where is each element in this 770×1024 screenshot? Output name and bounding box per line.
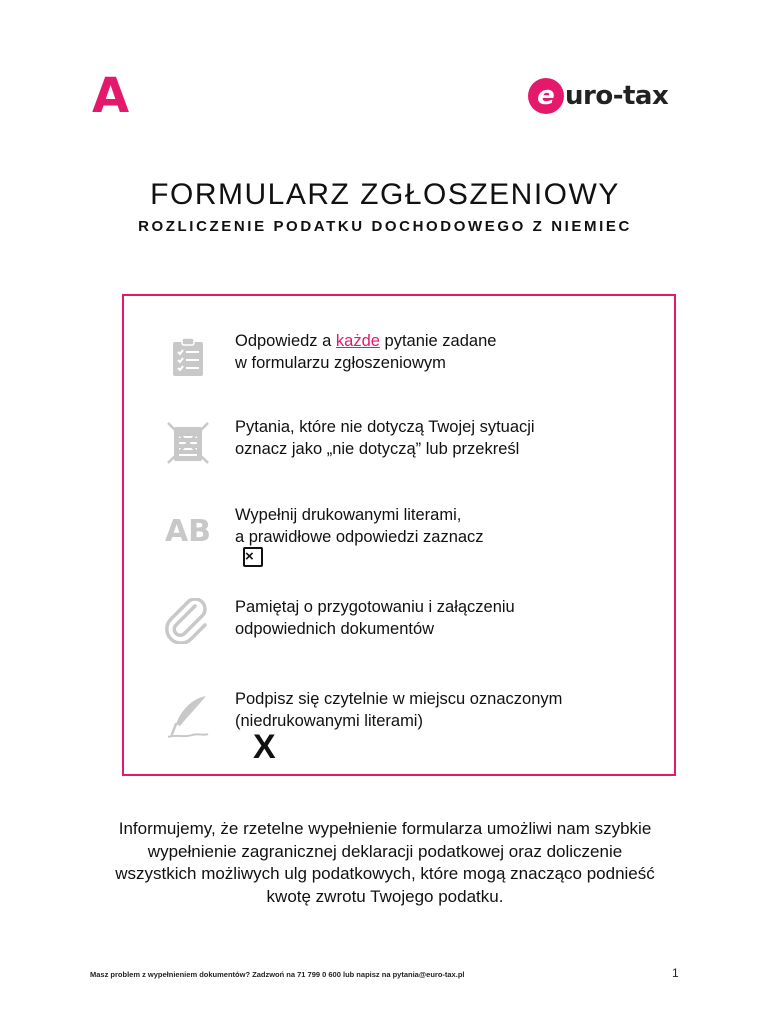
brand-text: uro-tax <box>565 81 669 111</box>
text-line: w formularzu zgłoszeniowym <box>235 354 446 372</box>
highlighted-word: każde <box>335 332 380 350</box>
instruction-text <box>235 688 563 766</box>
euro-tax-logo <box>528 76 668 116</box>
paperclip-icon <box>162 596 214 646</box>
page-subtitle: ROZLICZENIE PODATKU DOCHODOWEGO Z NIEMIEC <box>138 218 632 235</box>
text-line: Pamiętaj o przygotowaniu i załączeniu <box>235 598 515 616</box>
text-part: Odpowiedz a <box>235 332 336 350</box>
info-line: wypełnienie zagranicznej deklaracji podatkowej oraz doliczenie <box>147 841 623 861</box>
instruction-text <box>235 416 535 460</box>
instruction-text <box>235 504 484 568</box>
info-paragraph <box>60 818 710 908</box>
text-line: odpowiednich dokumentów <box>235 620 435 638</box>
checkbox-x-icon: × <box>243 547 263 567</box>
ab-letters-icon: AB <box>164 513 212 549</box>
brand-e-icon: e <box>528 78 564 114</box>
text-line: Wypełnij drukowanymi literami, <box>235 506 462 524</box>
instruction-text <box>235 596 515 640</box>
footer-contact: Masz problem z wypełnieniem dokumentów? Zadzwoń na 71 799 0 600 lub napisz na pytania@euro-tax.pl <box>90 970 465 979</box>
page-title: FORMULARZ ZGŁOSZENIOWY <box>150 178 620 211</box>
text-part: (niedrukowanymi literami) <box>235 712 423 730</box>
text-line: Podpisz się czytelnie w miejscu oznaczonym <box>235 690 563 708</box>
instruction-text <box>235 330 496 374</box>
text-part: pytanie zadane <box>379 332 497 350</box>
crossed-document-icon <box>162 418 214 468</box>
quill-pen-icon <box>162 692 214 742</box>
text-line: Pytania, które nie dotyczą Twojej sytuacji <box>235 418 535 436</box>
info-line: kwotę zwrotu Twojego podatku. <box>266 886 504 906</box>
page-number: 1 <box>672 966 679 980</box>
instructions-box <box>122 294 676 776</box>
info-line: Informujemy, że rzetelne wypełnienie formularza umożliwi nam szybkie <box>118 819 652 838</box>
signature-x-mark: X <box>253 728 276 766</box>
clipboard-checklist-icon <box>162 332 214 382</box>
info-line: wszystkich możliwych ulg podatkowych, które mogą znacząco podnieść <box>115 864 655 883</box>
text-part: a prawidłowe odpowiedzi zaznacz <box>235 528 484 546</box>
section-letter: A <box>92 68 130 124</box>
text-line: oznacz jako „nie dotyczą” lub przekreśl <box>235 440 520 458</box>
